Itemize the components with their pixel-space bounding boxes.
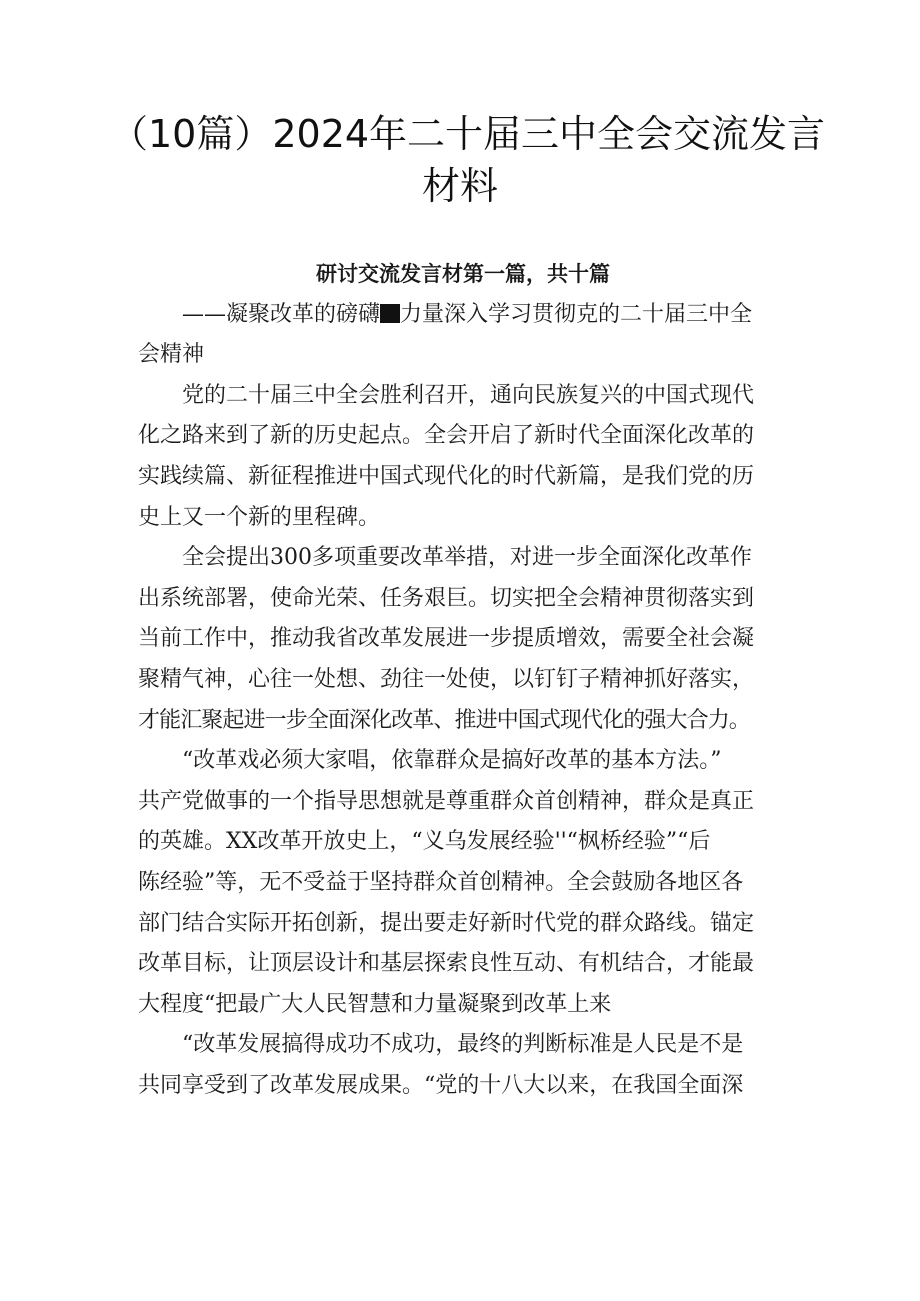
paragraph-line: “改革戏必须大家唱，依靠群众是搞好改革的基本方法。” [182,748,722,774]
title-line-1: （10篇）2024年二十届三中全会交流发言 [110,112,826,156]
paragraph-line: 改革目标，让顶层设计和基层探索良性互动、有机结合，才能最 [138,951,755,977]
paragraph-line: 共同享受到了改革发展成果。“党的十八大以来，在我国全面深 [138,1072,744,1098]
redaction-block [380,304,400,323]
title-line-2: 材料 [421,164,498,208]
paragraph-line: 党的二十届三中全会胜利召开，通向民族复兴的中国式现代 [182,382,755,408]
paragraph-line: 出系统部署，使命光荣、任务艰巨。切实把全会精神贯彻落实到 [138,585,755,611]
paragraph-2 [138,538,788,741]
paragraph-line: 才能汇聚起进一步全面深化改革、推进中国式现代化的强大合力。 [138,707,750,733]
paragraph-line: 部门结合实际开拓创新，提出要走好新时代党的群众路线。锚定 [138,910,755,936]
paragraph-4 [138,1025,788,1106]
paragraph-3 [138,741,788,1025]
paragraph-line: 共产党做事的一个指导思想就是尊重群众首创精神，群众是真正 [138,788,755,814]
document-body [138,254,788,1106]
subtitle-text-a: ——凝聚改革的磅礴 [182,301,381,327]
paragraph-line: 实践续篇、新征程推进中国式现代化的时代新篇，是我们党的历 [138,463,755,489]
paragraph-line: 的英雄。XX改革开放史上，“义乌发展经验''“枫桥经验”“后 [138,829,711,855]
paragraph-line: 化之路来到了新的历史起点。全会开启了新时代全面深化改革的 [138,423,755,449]
paragraph-line: 大程度“把最广大人民智慧和力量凝聚到改革上来 [138,991,612,1017]
section-title: 研讨交流发言材第一篇，共十篇 [316,261,610,286]
section-subtitle [138,295,788,376]
paragraph-line: 史上又一个新的里程碑。 [138,504,381,530]
paragraph-line: 陈经验”等，无不受益于坚持群众首创精神。全会鼓励各地区各 [138,869,744,895]
paragraph-line: “改革发展搞得成功不成功，最终的判断标准是人民是不是 [182,1032,744,1058]
paragraph-line: 全会提出300多项重要改革举措，对进一步全面深化改革作 [182,545,752,571]
paragraph-line: 当前工作中，推动我省改革发展进一步提质增效，需要全社会凝 [138,626,755,652]
subtitle-line-1 [138,295,788,336]
subtitle-line-2: 会精神 [138,342,205,368]
subtitle-text-b: 力量深入学习贯彻克的二十届三中全 [400,301,753,327]
paragraph-line: 聚精气神，心往一处想、劲往一处使，以钉钉子精神抓好落实， [138,666,755,692]
paragraph-1 [138,376,788,538]
document-title [110,108,826,212]
